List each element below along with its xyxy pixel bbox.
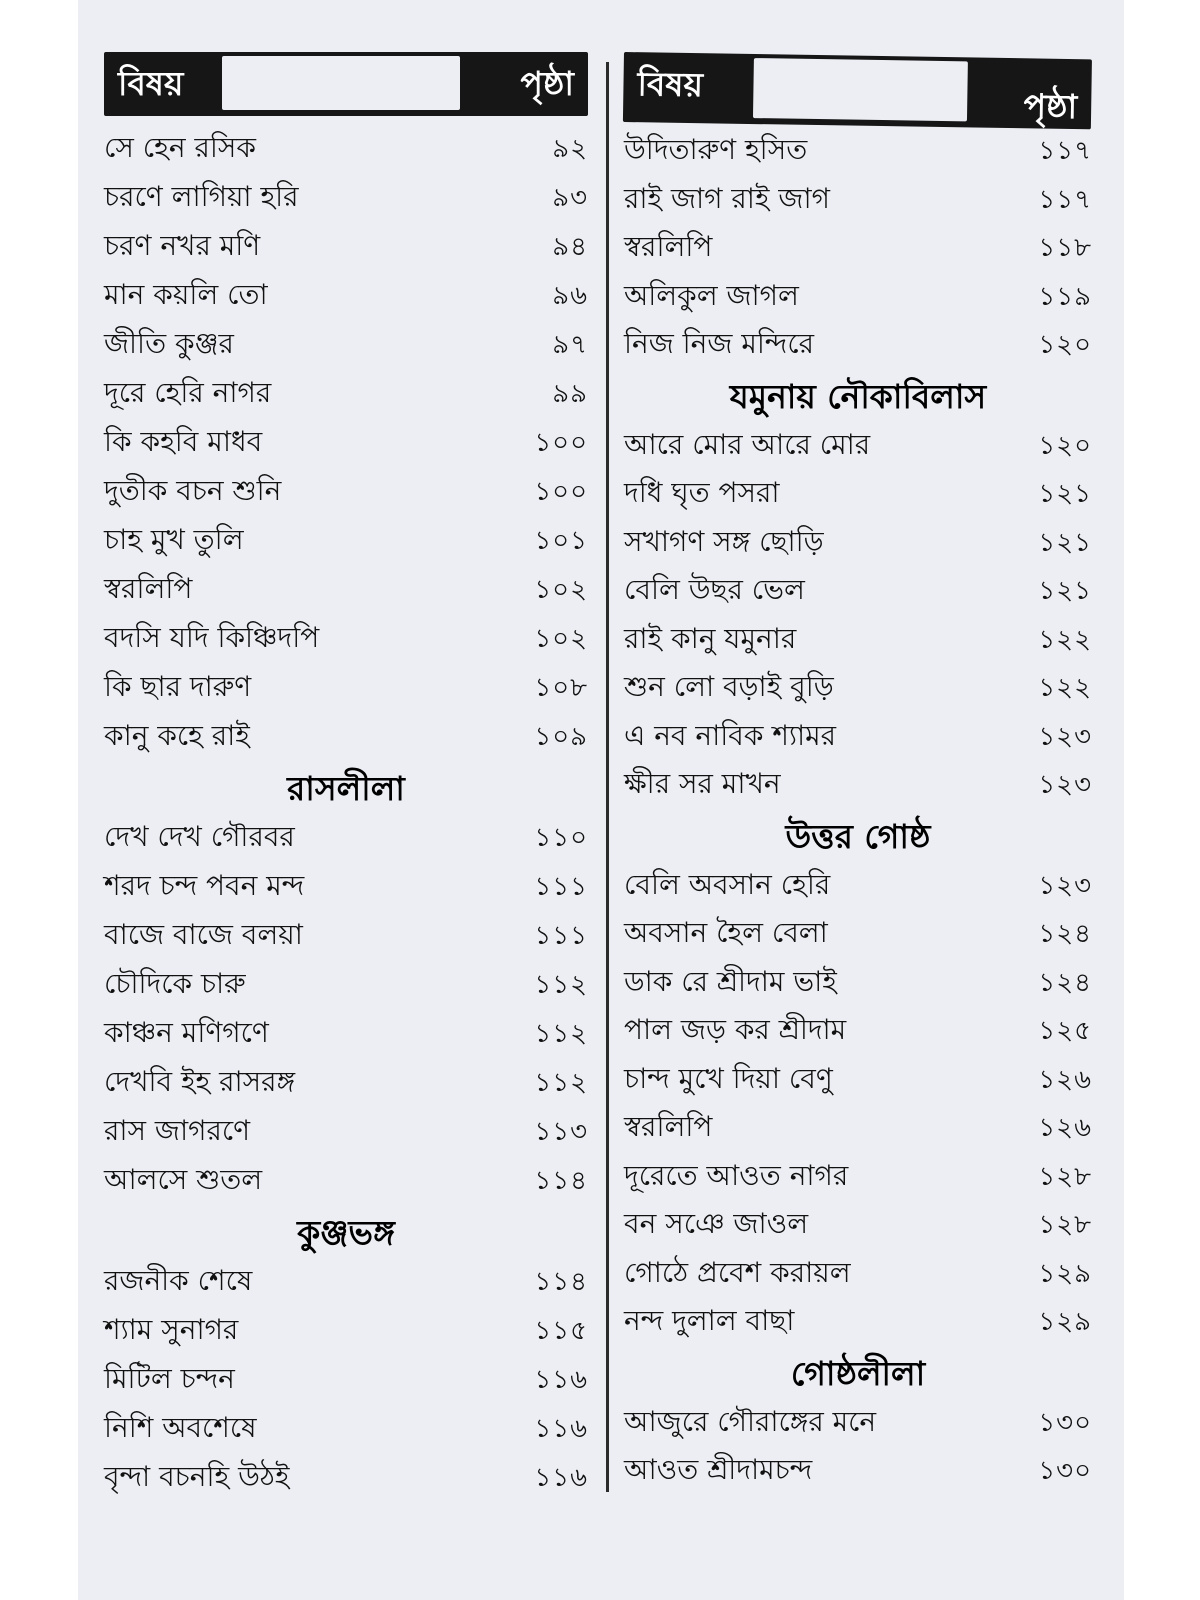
entry-page-number: ১১৩ xyxy=(534,1117,588,1147)
entry-page-number: ১০৯ xyxy=(534,722,588,752)
header-page-label: পৃষ্ঠা xyxy=(520,64,574,103)
toc-entry xyxy=(624,225,1092,274)
entry-title: বেলি অবসান হেরি xyxy=(624,867,831,901)
entry-title: চরণ নখর মণি xyxy=(104,229,261,262)
entry-page-number: ১২৮ xyxy=(1038,1210,1092,1240)
entry-title: রাই কানু যমুনার xyxy=(624,621,797,655)
toc-column-left xyxy=(104,52,588,1504)
toc-entry xyxy=(104,913,588,962)
entry-page-number: ৯৯ xyxy=(552,379,588,409)
toc-entry xyxy=(624,177,1092,226)
entry-title: সে হেন রসিক xyxy=(104,131,256,164)
entry-title: শুন লো বড়াই বুড়ি xyxy=(624,670,834,703)
toc-entry xyxy=(624,617,1092,666)
header-bar-left xyxy=(104,52,588,116)
entry-page-number: ১৩০ xyxy=(1038,1456,1092,1486)
toc-entry xyxy=(104,175,588,224)
entry-page-number: ৯৭ xyxy=(552,330,588,360)
entry-page-number: ১২০ xyxy=(1038,430,1092,461)
entry-title: উদিতারুণ হসিত xyxy=(624,133,808,166)
entry-page-number: ১০১ xyxy=(534,526,588,556)
toc-entry xyxy=(624,520,1092,569)
entry-page-number: ১১৯ xyxy=(1038,281,1092,312)
toc-entry xyxy=(624,568,1092,617)
entry-title: দধি ঘৃত পসরা xyxy=(624,476,780,509)
entry-title: স্বরলিপি xyxy=(624,230,713,263)
entry-page-number: ১১৪ xyxy=(534,1267,588,1297)
entry-page-number: ১১৬ xyxy=(534,1414,588,1444)
entry-title: চৌদিকে চারু xyxy=(104,967,246,1000)
toc-entry xyxy=(104,224,588,273)
toc-entry xyxy=(624,423,1092,472)
entry-page-number: ১২৩ xyxy=(1038,770,1092,800)
entry-page-number: ১৩০ xyxy=(1038,1407,1092,1438)
entry-title: আরে মোর আরে মোর xyxy=(624,427,871,461)
entry-title: পাল জড় কর শ্রীদাম xyxy=(624,1013,847,1046)
entry-title: কানু কহে রাই xyxy=(104,719,250,752)
toc-entry xyxy=(624,471,1092,520)
entry-page-number: ১১৪ xyxy=(534,1166,588,1196)
entry-title: দেখবি ইহ রাসরঙ্গ xyxy=(104,1065,296,1098)
toc-entry xyxy=(104,469,588,518)
toc-entry xyxy=(104,962,588,1011)
toc-entry xyxy=(624,1251,1092,1300)
toc-entry xyxy=(104,1011,588,1060)
entry-page-number: ১২৩ xyxy=(1038,721,1092,752)
toc-entry xyxy=(104,1406,588,1455)
toc-column-right xyxy=(624,52,1092,1497)
entry-page-number: ১১৬ xyxy=(534,1463,588,1493)
entry-title: চাহ মুখ তুলি xyxy=(104,523,244,556)
entry-page-number: ১২০ xyxy=(1038,330,1092,360)
header-subject-label: বিষয় xyxy=(637,64,704,105)
toc-entry xyxy=(624,762,1092,811)
toc-entry xyxy=(624,1105,1092,1154)
entry-page-number: ১২৩ xyxy=(1038,870,1092,901)
toc-entry xyxy=(624,1400,1092,1449)
entry-page-number: ১১৫ xyxy=(534,1316,588,1346)
section-heading: রাসলীলা xyxy=(287,769,405,808)
toc-entry xyxy=(624,863,1092,912)
toc-entry xyxy=(624,1202,1092,1251)
entry-page-number: ৯৪ xyxy=(552,232,588,262)
entry-page-number: ১১০ xyxy=(534,823,588,853)
entry-page-number: ১২১ xyxy=(1038,576,1092,606)
toc-entry xyxy=(624,911,1092,960)
toc-entry xyxy=(624,960,1092,1009)
entry-page-number: ১১৬ xyxy=(534,1365,588,1395)
section-heading: কুঞ্জভঙ্গ xyxy=(297,1213,395,1252)
entry-title: বন সঞে জাওল xyxy=(624,1207,809,1240)
entry-page-number: ১১৭ xyxy=(1038,136,1092,166)
header-page-label: পৃষ্ঠা xyxy=(1023,86,1078,127)
toc-entry xyxy=(104,567,588,616)
toc-entry xyxy=(104,864,588,913)
entry-title: নিশি অবশেষে xyxy=(104,1411,257,1444)
entry-page-number: ১২৯ xyxy=(1038,1307,1092,1337)
entry-title: স্বরলিপি xyxy=(104,572,193,605)
entry-page-number: ১০২ xyxy=(534,575,588,605)
header-subject-label: বিষয় xyxy=(118,64,184,103)
section-heading: উত্তর গোষ্ঠ xyxy=(785,816,931,856)
entry-title: কাঞ্চন মণিগণে xyxy=(104,1016,269,1049)
header-blank-box xyxy=(222,56,460,110)
entry-page-number: ১২১ xyxy=(1038,527,1092,558)
toc-entry xyxy=(104,1158,588,1207)
entry-title: বাজে বাজে বলয়া xyxy=(104,918,303,951)
toc-entry xyxy=(624,274,1092,323)
section-heading: যমুনায় নৌকাবিলাস xyxy=(729,376,987,416)
entry-title: জীতি কুঞ্জর xyxy=(104,327,234,360)
entry-title: নিজ নিজ মন্দিরে xyxy=(624,327,815,360)
toc-entry xyxy=(104,322,588,371)
toc-list-left xyxy=(104,126,588,1504)
entry-page-number: ১০২ xyxy=(534,624,588,654)
entry-title: দুতীক বচন শুনি xyxy=(104,474,282,507)
entry-page-number: ১১১ xyxy=(534,921,588,951)
entry-title: রাই জাগ রাই জাগ xyxy=(624,181,830,215)
entry-title: বৃন্দা বচনহি উঠই xyxy=(104,1460,290,1493)
entry-page-number: ১২২ xyxy=(1038,624,1092,655)
entry-title: দূরে হেরি নাগর xyxy=(104,376,272,409)
header-bar-right xyxy=(623,52,1092,129)
entry-title: চরণে লাগিয়া হরি xyxy=(104,180,299,213)
entry-page-number: ১২৯ xyxy=(1038,1258,1092,1289)
toc-entry xyxy=(104,1308,588,1357)
entry-title: রজনীক শেষে xyxy=(104,1264,253,1297)
entry-page-number: ৯৩ xyxy=(552,183,588,213)
toc-entry xyxy=(104,273,588,322)
entry-title: বেলি উছর ভেল xyxy=(624,573,805,606)
entry-title: চান্দ মুখে দিয়া বেণু xyxy=(624,1061,833,1095)
toc-entry xyxy=(104,518,588,567)
entry-title: আওত শ্রীদামচন্দ xyxy=(624,1453,813,1486)
toc-entry xyxy=(104,371,588,420)
entry-title: নন্দ দুলাল বাছা xyxy=(624,1304,795,1337)
entry-title: কি ছার দারুণ xyxy=(104,670,252,703)
entry-page-number: ১০০ xyxy=(534,477,588,507)
header-blank-box xyxy=(753,58,968,121)
entry-title: আলসে শুতল xyxy=(104,1163,263,1196)
toc-entry xyxy=(104,1060,588,1109)
entry-page-number: ১১৭ xyxy=(1038,184,1092,215)
toc-entry xyxy=(104,126,588,175)
entry-page-number: ১২২ xyxy=(1038,673,1092,703)
entry-title: শ্যাম সুনাগর xyxy=(104,1313,239,1346)
toc-entry xyxy=(104,1109,588,1158)
entry-title: দূরেতে আওত নাগর xyxy=(624,1158,849,1192)
toc-entry xyxy=(104,665,588,714)
entry-title: এ নব নাবিক শ্যামর xyxy=(624,718,837,752)
toc-entry xyxy=(104,815,588,864)
section-heading: গোষ্ঠলীলা xyxy=(790,1353,926,1393)
entry-title: মান কয়লি তো xyxy=(104,278,268,311)
entry-title: ডাক রে শ্রীদাম ভাই xyxy=(624,964,837,998)
toc-entry xyxy=(104,616,588,665)
entry-page-number: ১১৮ xyxy=(1038,233,1092,263)
entry-title: স্বরলিপি xyxy=(624,1110,713,1143)
entry-page-number: ১১২ xyxy=(534,970,588,1000)
entry-page-number: ১০০ xyxy=(534,428,588,458)
entry-page-number: ১১২ xyxy=(534,1019,588,1049)
entry-page-number: ১২৪ xyxy=(1038,967,1092,998)
toc-list-right xyxy=(624,128,1092,1497)
toc-entry xyxy=(624,1008,1092,1057)
entry-title: দেখ দেখ গৌরবর xyxy=(104,820,295,853)
entry-page-number: ১২৪ xyxy=(1038,919,1092,949)
entry-page-number: ১২৬ xyxy=(1038,1113,1092,1143)
toc-entry xyxy=(624,1299,1092,1348)
toc-entry xyxy=(104,1357,588,1406)
book-page xyxy=(78,0,1124,1600)
entry-page-number: ১০৮ xyxy=(534,673,588,703)
entry-title: ক্ষীর সর মাখন xyxy=(624,767,781,800)
column-divider xyxy=(606,62,609,1492)
entry-title: সখাগণ সঙ্গ ছোড়ি xyxy=(624,524,824,558)
toc-entry xyxy=(624,714,1092,763)
toc-entry xyxy=(104,714,588,763)
entry-title: আজুরে গৌরাঙ্গের মনে xyxy=(624,1404,877,1438)
toc-entry xyxy=(104,1259,588,1308)
entry-title: মিটিল চন্দন xyxy=(104,1362,235,1395)
entry-page-number: ১১১ xyxy=(534,872,588,902)
entry-title: রাস জাগরণে xyxy=(104,1114,251,1147)
entry-page-number: ৯৬ xyxy=(552,281,588,311)
toc-entry xyxy=(624,322,1092,371)
entry-page-number: ১২৫ xyxy=(1038,1016,1092,1046)
toc-entry xyxy=(104,1455,588,1504)
entry-page-number: ১২৬ xyxy=(1038,1064,1092,1095)
entry-title: বদসি যদি কিঞ্চিদপি xyxy=(104,621,320,654)
entry-page-number: ১২১ xyxy=(1038,479,1092,509)
entry-title: অবসান হৈল বেলা xyxy=(624,916,828,949)
entry-page-number: ১১২ xyxy=(534,1068,588,1098)
toc-entry xyxy=(624,1057,1092,1106)
toc-entry xyxy=(624,665,1092,714)
entry-title: কি কহবি মাধব xyxy=(104,425,263,458)
toc-entry xyxy=(104,420,588,469)
entry-title: গোঠে প্রবেশ করায়ল xyxy=(624,1255,851,1289)
toc-entry xyxy=(624,1154,1092,1203)
entry-page-number: ৯২ xyxy=(552,134,588,164)
entry-page-number: ১২৮ xyxy=(1038,1161,1092,1192)
toc-entry xyxy=(624,128,1092,177)
entry-title: শরদ চন্দ পবন মন্দ xyxy=(104,869,305,902)
toc-entry xyxy=(624,1448,1092,1497)
entry-title: অলিকুল জাগল xyxy=(624,278,799,312)
